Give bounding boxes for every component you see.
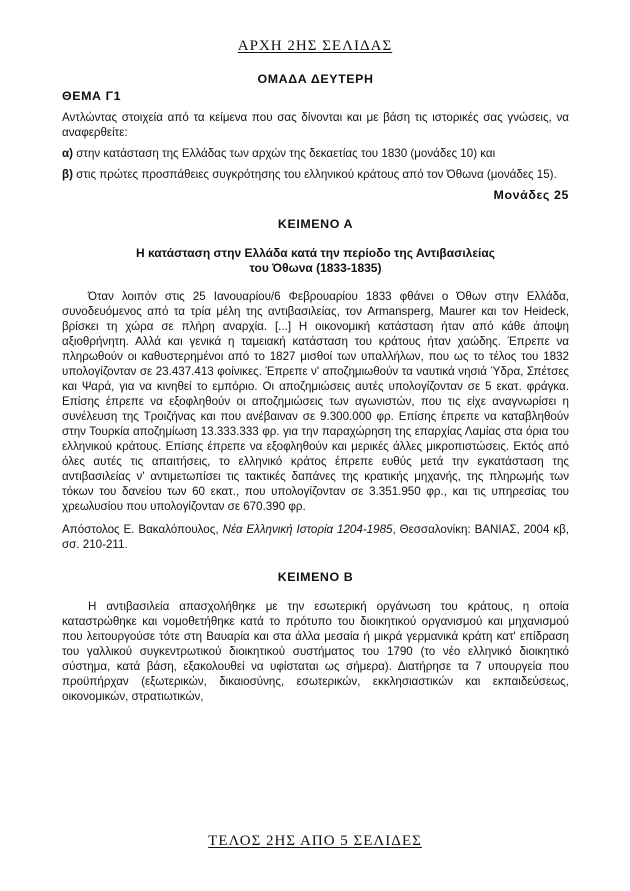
item-text: στις πρώτες προσπάθειες συγκρότησης του ελληνικού κράτους από τον Όθωνα (μονάδες 15).: [76, 168, 557, 181]
topic-title: ΘΕΜΑ Γ1: [62, 89, 122, 103]
citation-author: Απόστολος Ε. Βακαλόπουλος,: [62, 523, 223, 536]
text-a-heading: ΚΕΙΜΕΝΟ Α: [277, 217, 354, 231]
group-title: ΟΜΑΔΑ ΔΕΥΤΕΡΗ: [257, 72, 374, 86]
text-b-body: Η αντιβασιλεία απασχολήθηκε με την εσωτερική οργάνωση του κράτους, η οποία καταστρώθηκε και νομοθετήθηκε κατά το πρότυπο του διοικητικού οργανισμού και μηχανισμού που λειτουργούσε τότε στη Βαυαρία και στα άλλα μεσαία ή μικρά γερμανικά κράτη κατ' επίδραση του γαλλικού συγκεντρωτικού διοικητικού συστήματος του 1790 (το νέο ελληνικό διοικητικό σύστημα, κατά βάση, εξακολουθεί να υφίσταται ως σήμερα). Διατήρησε τα 7 υπουργεία που προϋπήρχαν (εξωτερικών, δικαιοσύνης, εσωτερικών, εκκλησιαστικών και εκπαιδεύσεως, οικονομικών, στρατιωτικών,: [62, 600, 569, 703]
item-label: β): [62, 168, 73, 181]
page-footer: ΤΕΛΟΣ 2ΗΣ ΑΠΟ 5 ΣΕΛΙΔΕΣ: [208, 833, 422, 849]
text-a-subtitle-line1: Η κατάσταση στην Ελλάδα κατά την περίοδο της Αντιβασιλείας: [136, 246, 495, 260]
page-content: [62, 72, 569, 704]
question-item-b: [62, 167, 569, 182]
text-a-citation: [62, 522, 569, 552]
text-a-subtitle-line2: του Όθωνα (1833-1835): [249, 261, 382, 275]
text-a-body: Όταν λοιπόν στις 25 Ιανουαρίου/6 Φεβρουαρίου 1833 φθάνει ο Όθων στην Ελλάδα, συνοδευόμενος από τα τρία μέλη της αντιβασιλείας, τον Armansperg, Maurer και τον Heideck, βρίσκει τη χώρα σε πλήρη αναρχία. [...] Η οικονομική κατάσταση ήταν από κάθε άποψη αξιοθρήνητη. Αλλά και γενικά η ταμειακή κατάσταση του κράτους ήταν χαώδης. Έπρεπε να πληρωθούν οι καθυστερημένοι από το 1827 μισθοί των υπαλλήλων, που ως το τέλος του 1832 υπολογίζονταν σε 23.437.413 φοίνικες. Έπρεπε ν' αποζημιωθούν τα ναυτικά νησιά Ύδρα, Σπέτσες και Ψαρά, για να κινηθεί το εμπόριο. Οι αποζημιώσεις αυτές υπολογίζονταν σε 5 εκατ. φράγκα. Επίσης έπρεπε να εξοφληθούν οι αποζημιώσεις των αγωνιστών, που τις είχε αναγνωρίσει η συνέλευση της Τροιζήνας και που ανέβαιναν σε 9.300.000 φρ. Επίσης έπρεπε να καταβληθούν στην Τουρκία αποζημίωση 13.333.333 φρ. για την παραχώρηση της επαρχίας Λαμίας στα όρια του ελληνικού κράτους. Επίσης έπρεπε να εξοφληθούν και μερικές άλλες μικροπιστώσεις. Εκτός από όλες αυτές τις απαιτήσεις, το ελληνικό κράτος έπρεπε ευθύς μετά την εγκατάσταση της αντιβασιλείας ν' αντιμετωπίσει τις τακτικές δαπάνες της κρατικής μηχανής, της πληρωμής των τόκων του δανείου των 60 εκατ., που υπολογίζονταν σε 3.351.950 φρ., και τις υπηρεσίας του χρεωλυσίου που υπολογίζονταν σε 670.390 φρ.: [62, 290, 569, 513]
question-item-a: [62, 146, 569, 161]
text-b-heading: ΚΕΙΜΕΝΟ Β: [277, 570, 354, 584]
points-label: Μονάδες 25: [493, 188, 569, 202]
item-label: α): [62, 147, 73, 160]
citation-title: Νέα Ελληνική Ιστορία 1204-1985: [222, 523, 393, 536]
page-header: ΑΡΧΗ 2ΗΣ ΣΕΛΙΔΑΣ: [237, 38, 393, 54]
item-text: στην κατάσταση της Ελλάδας των αρχών της δεκαετίας του 1830 (μονάδες 10) και: [76, 147, 496, 160]
instruction-text: Αντλώντας στοιχεία από τα κείμενα που σας δίνονται και με βάση τις ιστορικές σας γνώσεις, να αναφερθείτε:: [62, 111, 569, 139]
citation-rest: , Θεσσαλονίκη: ΒΑΝΙΑΣ, 2004 κβ, σσ. 210-211.: [62, 523, 570, 551]
